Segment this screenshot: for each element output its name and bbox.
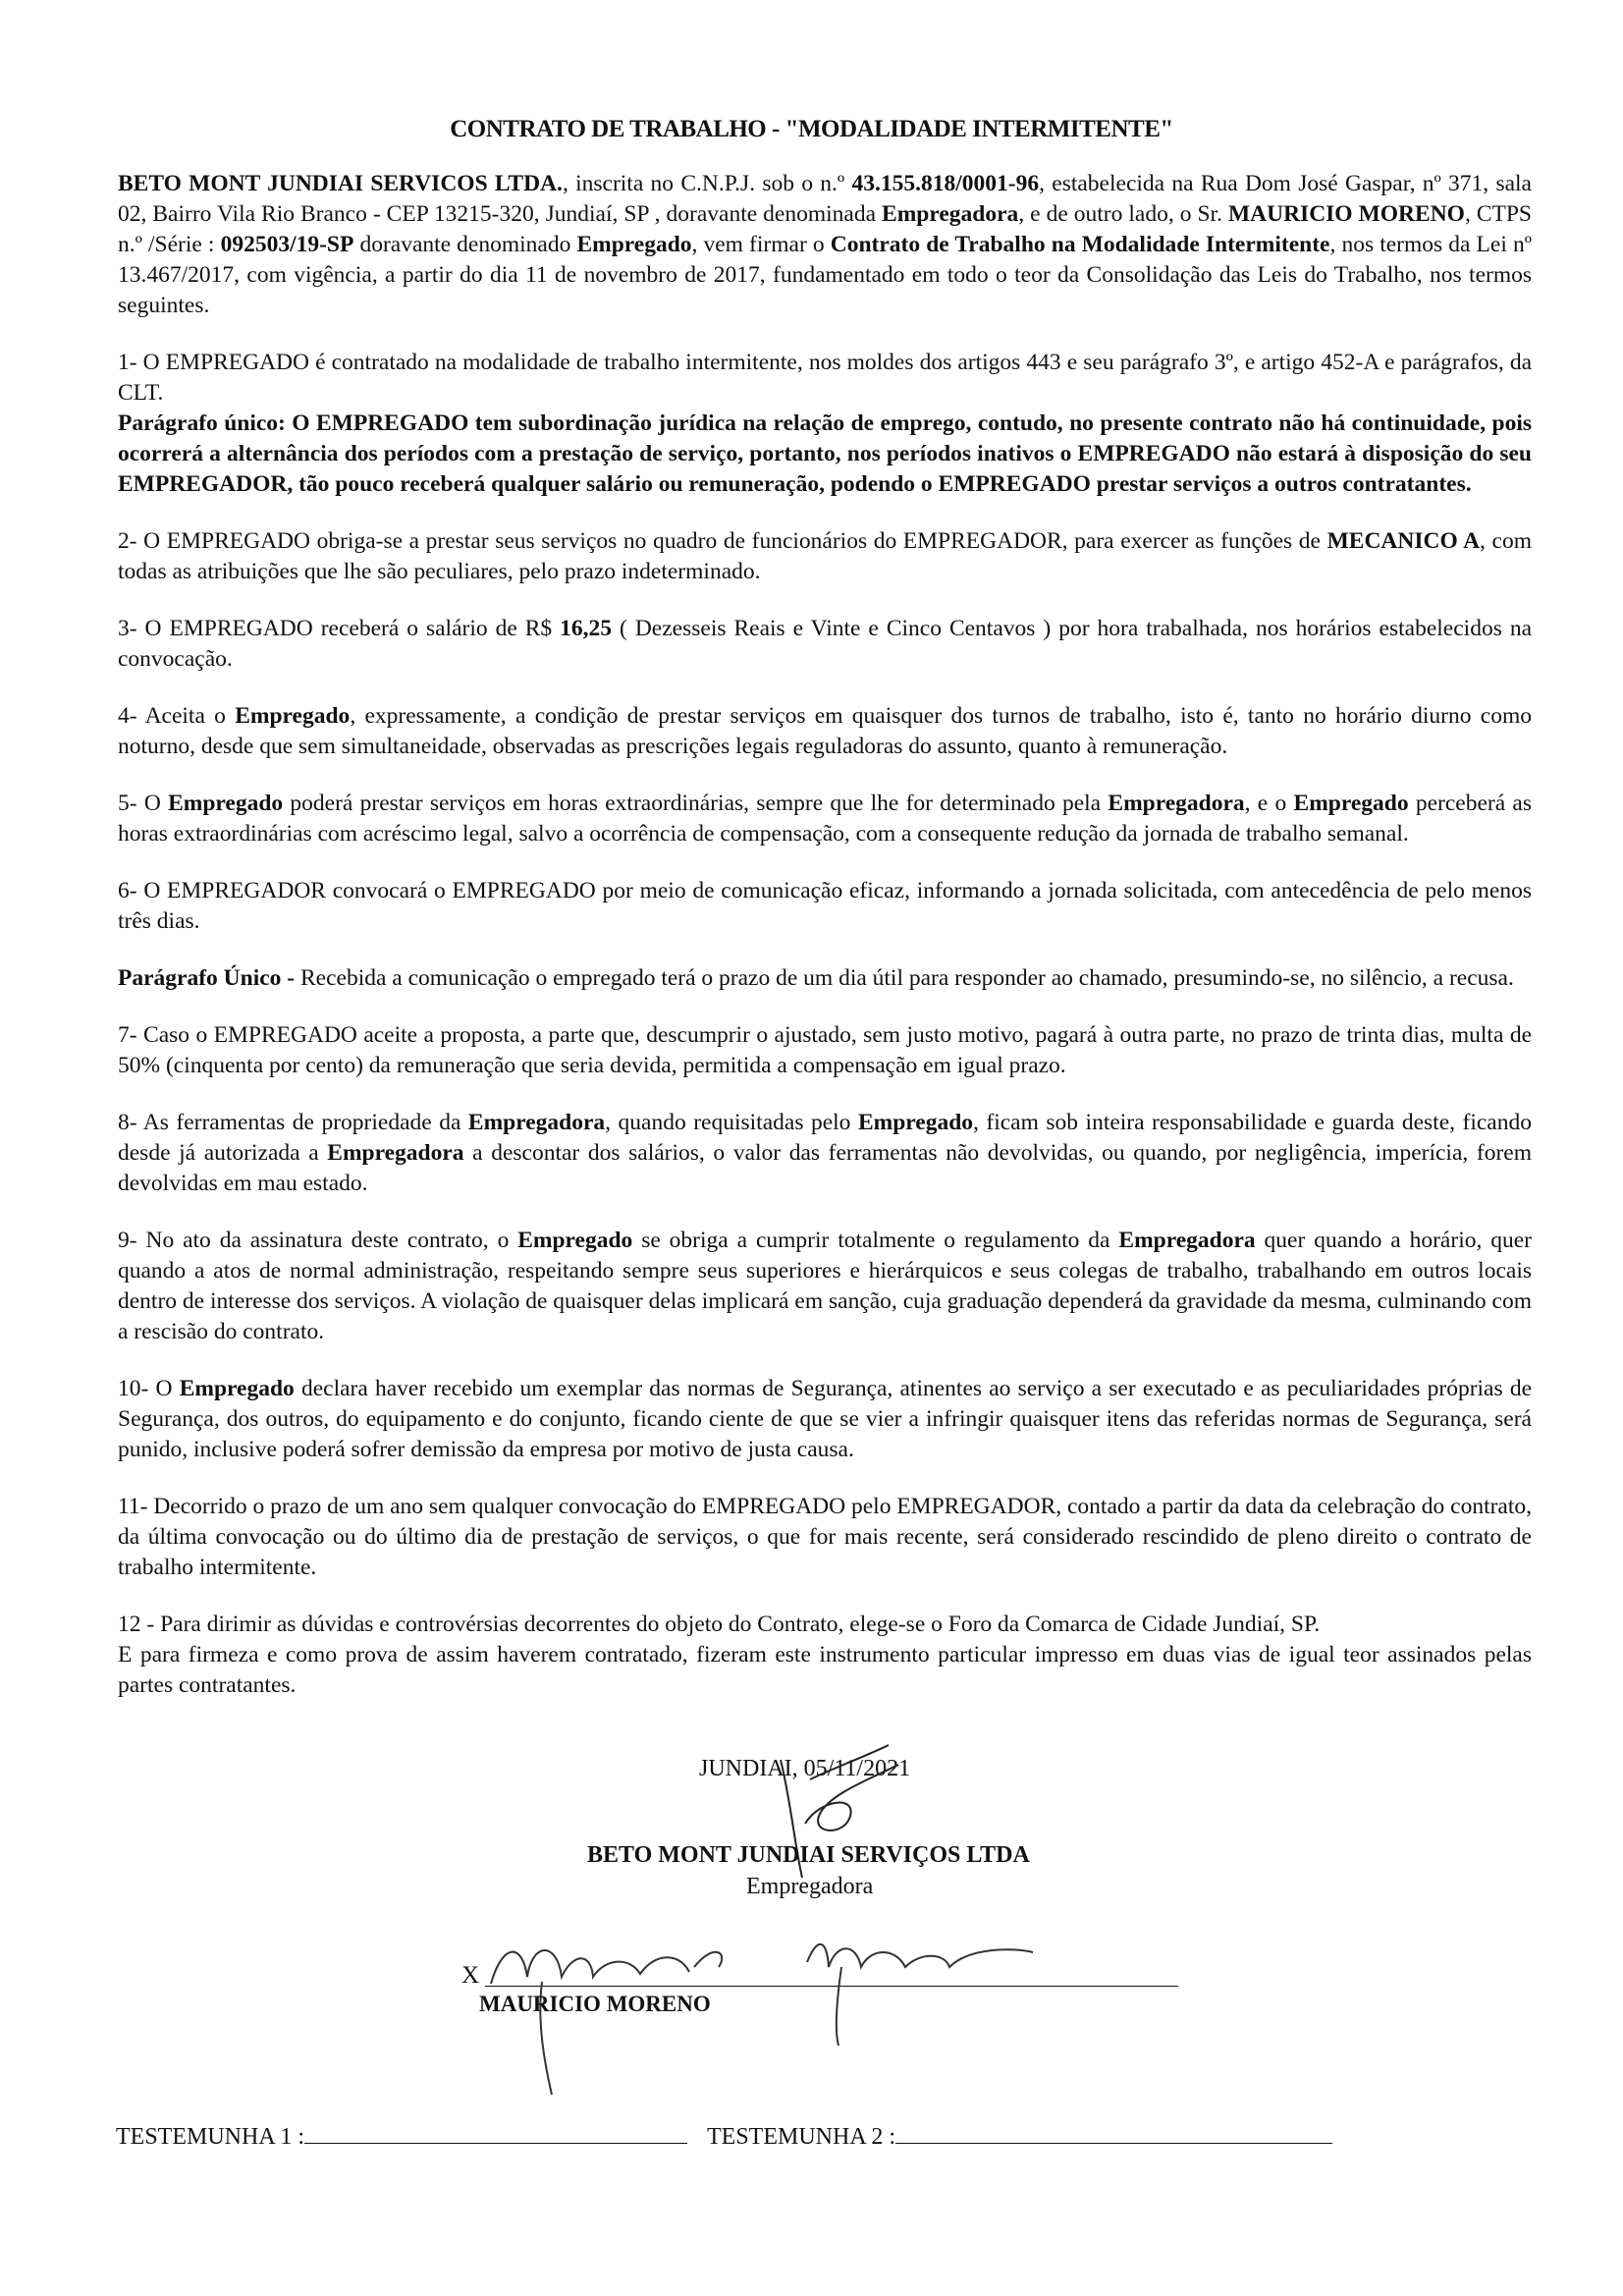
clause-text: , expressamente, a condição de prestar serviços em quaisquer dos turnos de trabalho, isto é, tanto no horário diurno como noturno, desde que sem simultaneidade, observadas as prescrições legais reguladoras do assunto, quanto à remuneração.: [118, 703, 1532, 759]
clause-text: 4- Aceita o: [118, 703, 236, 729]
empregado-term: Empregado: [517, 1228, 633, 1253]
clause-text: ( Dezesseis Reais e Vinte e Cinco Centavos ) por hora trabalhada, nos horários estabelecidos na convocação.: [118, 616, 1532, 672]
place-and-date: JUNDIAI, 05/11/2021: [699, 1756, 911, 1781]
clause-5: [118, 789, 1532, 849]
clause-8: [118, 1108, 1532, 1199]
clause-text: 2- O EMPREGADO obriga-se a prestar seus serviços no quadro de funcionários do EMPREGADOR, para exercer as funções de: [118, 528, 1327, 554]
empregadora-term: Empregadora: [1118, 1228, 1256, 1253]
clause-text: , quando requisitadas pelo: [605, 1110, 858, 1135]
clause-text: Recebida a comunicação o empregado terá o prazo de um dia útil para responder ao chamado, presumindo-se, no silêncio, a recusa.: [295, 965, 1514, 991]
cnpj-number: 43.155.818/0001-96: [851, 171, 1040, 196]
job-role: MECANICO A: [1326, 528, 1481, 554]
witness-1-signature-line: [304, 2123, 687, 2144]
clause-text: 8- As ferramentas de propriedade da: [118, 1110, 468, 1135]
clause-6: 6- O EMPREGADOR convocará o EMPREGADO por meio de comunicação eficaz, informando a jornada solicitada, com antecedência de pelo menos três dias.: [118, 878, 1532, 934]
witness-2: [707, 2123, 1332, 2151]
clause-9: [118, 1226, 1532, 1347]
company-name: BETO MONT JUNDIAI SERVICOS LTDA.: [118, 171, 563, 196]
intro-text: , inscrita no C.N.P.J. sob o n.º: [562, 171, 852, 196]
intro-paragraph: [118, 169, 1532, 321]
intro-text: , vem firmar o: [691, 232, 831, 257]
clause-text: 10- O: [118, 1376, 180, 1401]
clause-text: 9- No ato da assinatura deste contrato, o: [118, 1228, 518, 1253]
intro-text: doravante denominado: [353, 232, 577, 257]
clause-10: [118, 1374, 1532, 1465]
empregado-term: Empregado: [179, 1376, 295, 1401]
clause-text: se obriga a cumprir totalmente o regulamento da: [632, 1228, 1119, 1253]
clause-text: 3- O EMPREGADO receberá o salário de R$: [118, 616, 561, 641]
clause-text: , e o: [1244, 791, 1294, 816]
clause-6-paragraph: [118, 963, 1532, 994]
contract-type: Contrato de Trabalho na Modalidade Intermitente: [830, 232, 1330, 257]
empregadora-term: Empregadora: [882, 201, 1019, 227]
clause-text: a descontar dos salários, o valor das ferramentas não devolvidas, ou quando, por negligência, imperícia, forem devolvidas em mau estado.: [118, 1140, 1532, 1196]
empregado-term: Empregado: [168, 791, 284, 816]
intro-text: , estabelecida na Rua Dom José Gaspar, nº 371, sala 02, Bairro Vila Rio Branco - CEP 13215-320, Jundiaí, SP , doravante denominada: [118, 171, 1532, 227]
clause-text: 5- O: [118, 791, 169, 816]
employee-signature-name: MAURICIO MORENO: [479, 1992, 711, 2016]
company-signature-role: Empregadora: [746, 1874, 874, 1899]
clause-text: , com todas as atribuições que lhe são peculiares, pelo prazo indeterminado.: [118, 528, 1532, 584]
clause-text: declara haver recebido um exemplar das normas de Segurança, atinentes ao serviço a ser executado e as peculiaridades próprias de Segurança, dos outros, do equipamento e do conjunto, ficando ciente de que se vier a infringir quaisquer itens das referidas normas de Segurança, será punido, inclusive poderá sofrer demissão da empresa por motivo de justa causa.: [118, 1376, 1532, 1462]
clause-text: quer quando a horário, quer quando a atos de normal administração, respeitando sempre seus superiores e hierárquicos e seus colegas de trabalho, trabalhando em outros locais dentro de interesse dos serviços. A violação de quaisquer delas implicará em sanção, cuja graduação dependerá da gravidade da mesma, culminando com a rescisão do contrato.: [118, 1228, 1532, 1344]
ctps-number: 092503/19-SP: [220, 232, 354, 257]
empregado-term: Empregado: [576, 232, 692, 257]
document-title: CONTRATO DE TRABALHO - "MODALIDADE INTERMITENTE": [450, 116, 1173, 142]
clause-text: poderá prestar serviços em horas extraordinárias, sempre que lhe for determinado pela: [283, 791, 1109, 816]
employee-signature-mark: X: [461, 1962, 480, 1989]
clause-1: 1- O EMPREGADO é contratado na modalidade de trabalho intermitente, nos moldes dos artigos 443 e seu parágrafo 3º, e artigo 452-A e parágrafos, da CLT.: [118, 350, 1532, 406]
empregadora-term: Empregadora: [1108, 791, 1245, 816]
clause-text: , ficam sob inteira responsabilidade e guarda deste, ficando desde já autorizada a: [118, 1110, 1532, 1166]
empregadora-term: Empregadora: [327, 1140, 464, 1166]
intro-text: , nos termos da Lei nº 13.467/2017, com vigência, a partir do dia 11 de novembro de 2017, fundamentado em todo o teor da Consolidação das Leis do Trabalho, nos termos seguintes.: [118, 232, 1532, 318]
clause-7: 7- Caso o EMPREGADO aceite a proposta, a parte que, descumprir o ajustado, sem justo motivo, pagará à outra parte, no prazo de trinta dias, multa de 50% (cinquenta por cento) da remuneração que seria devida, permitida a compensação em igual prazo.: [118, 1022, 1532, 1078]
clause-4: [118, 701, 1532, 762]
clause-11: 11- Decorrido o prazo de um ano sem qualquer convocação do EMPREGADO pelo EMPREGADOR, contado a partir da data da celebração do contrato, da última convocação ou do último dia de prestação de serviços, o que for mais recente, será considerado rescindido de pleno direito o contrato de trabalho intermitente.: [118, 1494, 1533, 1580]
clause-12: 12 - Para dirimir as dúvidas e controvérsias decorrentes do objeto do Contrato, elege-se o Foro da Comarca de Cidade Jundiaí, SP.: [118, 1612, 1321, 1637]
witness-2-label: TESTEMUNHA 2 :: [707, 2124, 895, 2150]
empregado-term: Empregado: [857, 1110, 974, 1135]
clause-3: [118, 614, 1532, 675]
clause-2: [118, 526, 1532, 587]
hourly-wage: 16,25: [560, 616, 613, 641]
intro-text: , e de outro lado, o Sr.: [1018, 201, 1228, 227]
witness-2-signature-line: [895, 2123, 1332, 2144]
paragraph-label: Parágrafo Único -: [118, 965, 296, 991]
document-body: [118, 169, 1532, 1727]
empregado-term: Empregado: [1293, 791, 1409, 816]
witness-1-label: TESTEMUNHA 1 :: [116, 2124, 304, 2150]
employee-name: MAURICIO MORENO: [1227, 201, 1465, 227]
intro-text: , CTPS n.º /Série :: [118, 201, 1532, 257]
closing-statement: E para firmeza e como prova de assim haverem contratado, fizeram este instrumento particular impresso em duas vias de igual teor assinados pelas partes contratantes.: [118, 1642, 1532, 1698]
witness-1: [116, 2123, 687, 2151]
empregado-term: Empregado: [235, 703, 351, 729]
company-signature-name: BETO MONT JUNDIAI SERVIÇOS LTDA: [587, 1842, 1030, 1868]
empregadora-term: Empregadora: [467, 1110, 606, 1135]
clause-text: perceberá as horas extraordinárias com acréscimo legal, salvo a ocorrência de compensação, com a consequente redução da jornada de trabalho semanal.: [118, 791, 1533, 847]
clause-1-paragraph: Parágrafo único: O EMPREGADO tem subordinação jurídica na relação de emprego, contudo, no presente contrato não há continuidade, pois ocorrerá a alternância dos períodos com a prestação de serviço, portanto, nos períodos inativos o EMPREGADO não estará à disposição do seu EMPREGADOR, tão pouco receberá qualquer salário ou remuneração, podendo o EMPREGADO prestar serviços a outros contratantes.: [118, 410, 1532, 497]
